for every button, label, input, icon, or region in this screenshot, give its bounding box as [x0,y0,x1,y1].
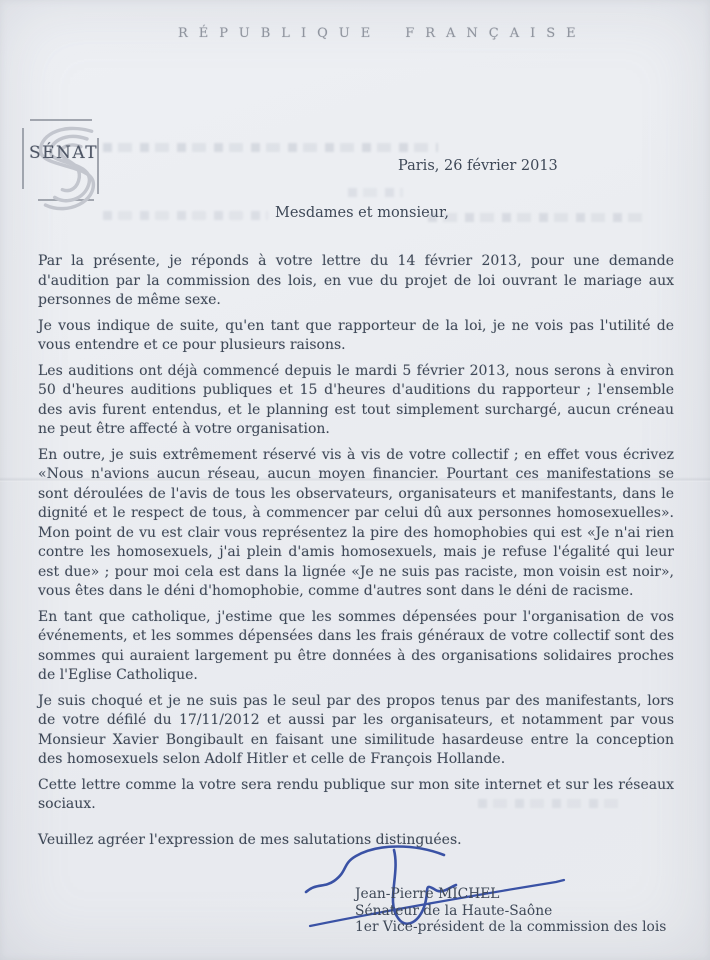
logo-top-rule [30,119,92,121]
signature-title-2: 1er Vice-président de la commission des lois [355,919,667,935]
signature-block [355,886,666,936]
bleed-through-mark [428,213,643,222]
fold-crease [0,477,710,482]
republique-francaise-header [178,26,658,41]
paragraph-1: Par la présente, je réponds à votre lettre du 14 février 2013, pour une demande d'audition par la commission des lois, en vue du projet de loi ouvrant le mariage aux personnes de même sexe. [38,253,674,308]
paragraph-5: En tant que catholique, j'estime que les sommes dépensées pour l'organisation de vos événements, et les sommes dépensées dans les frais généraux de votre collectif sont des sommes qui auraient largement pu être données à des organisations solidaires proches de l'Eglise Catholique. [38,608,674,683]
senat-logo [20,114,132,226]
bleed-through-mark [103,143,438,152]
republique-word: RÉPUBLIQUE [178,26,382,41]
bleed-through-mark [478,799,618,808]
letter-body [38,252,674,856]
senat-s-emblem-icon [28,122,106,222]
salutation: Mesdames et monsieur, [275,205,449,221]
paragraph-6: Je suis choqué et je ne suis pas le seul par des propos tenus par des manifestants, lors de votre défilé du 17/11/2012 et aussi par les organisateurs, et notamment par vous Monsieur Xavier Bongibault en faisant une similitude hasardeuse entre la conception des homosexuels selon Adolf Hitler et celle de François Hollande. [38,692,674,767]
dateline: Paris, 26 février 2013 [398,158,558,174]
paragraph-4: En outre, je suis extrêmement réservé vis à vis de votre collectif ; en effet vous écrivez «Nous n'avions aucun réseau, aucun moyen financier. Pourtant ces manifestations se sont déroulées de l'avis de tous les observateurs, organisateurs et manifestants, dans le dignité et le respect de tous, à commencer par celui dû aux personnes homosexuelles». Mon point de vu est clair vous représentez la pire des homophobies qui est «Je n'ai rien contre les homosexuels, j'ai plein d'amis homosexuels, mais je refuse l'égalité qui leur est due» ; pour moi cela est dans la lignée «Je ne suis pas raciste, mon voisin est noir», vous êtes dans le déni d'homophobie, comme d'autres sont dans le déni de racisme. [38,446,674,599]
logo-left-rule [22,128,24,189]
senat-logo-label: SÉNAT [29,143,99,163]
bleed-through-mark [103,211,268,220]
bleed-through-mark [348,188,403,197]
paragraph-7: Cette lettre comme la votre sera rendu publique sur mon site internet et sur les réseaux sociaux. [38,776,674,812]
paragraph-2: Je vous indique de suite, qu'en tant que rapporteur de la loi, je ne vois pas l'utilité de vous entendre et ce pour plusieurs raisons. [38,317,674,353]
closing-formula: Veuillez agréer l'expression de mes salutations distinguées. [38,831,462,848]
francaise-word: FRANÇAISE [405,26,587,41]
signature-title-1: Sénateur de la Haute-Saône [355,902,553,919]
paragraph-3: Les auditions ont déjà commencé depuis le mardi 5 février 2013, nous serons à environ 50 d'heures auditions publiques et 15 d'heures d'auditions du rapporteur ; l'ensemble des avis furent entendus, et le planning est tout simplement surchargé, aucun créneau ne peut être affecté à votre organisation. [38,362,674,437]
signature-name: Jean-Pierre MICHEL [355,886,500,902]
